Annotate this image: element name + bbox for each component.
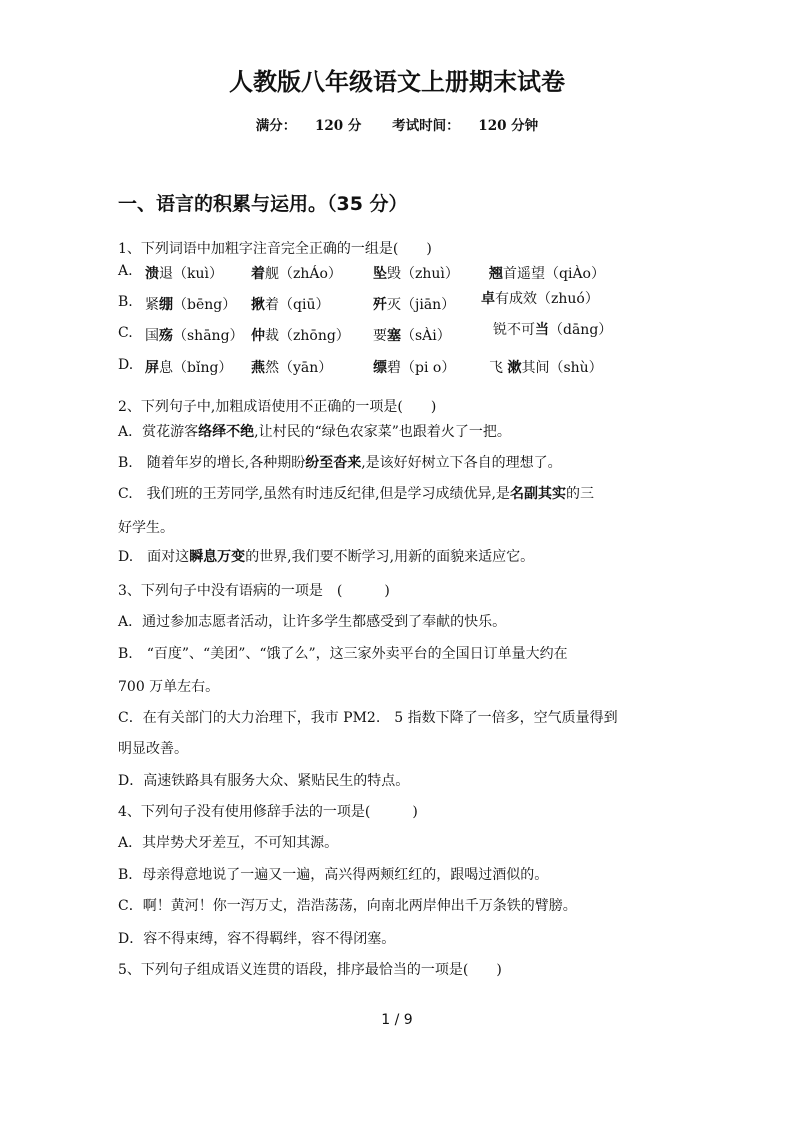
option-letter: C. (118, 325, 133, 341)
question-3-option-d: D．高速铁路具有服务大众、紧贴民生的特点。 (118, 773, 410, 789)
option-letter: D. (118, 357, 134, 373)
bold-idiom: 瞬息万变 (189, 549, 246, 565)
question-3-option-b: B. “百度”、“美团”、“饿了么”，这三家外卖平台的全国日订单量大约在 (118, 646, 568, 662)
word-prefix: 锐不可 (493, 322, 535, 338)
question-4-option-b: B．母亲得意地说了一遍又一遍，高兴得两颊红红的，跟喝过酒似的。 (118, 867, 549, 883)
pinyin-option (145, 294, 236, 314)
bold-character: 屏 (145, 360, 159, 376)
question-2-option-c-continued: 好学生。 (118, 520, 174, 536)
exam-subtitle (0, 114, 794, 134)
pinyin-option (489, 357, 603, 377)
bold-character: 绷 (159, 297, 173, 313)
option-text: D. 面对这 (118, 549, 190, 565)
question-2-option-a (118, 421, 511, 441)
question-2-option-c (118, 483, 594, 503)
pinyin-option (373, 294, 455, 314)
word-prefix: 紧 (145, 297, 159, 313)
bold-character: 卓 (481, 291, 495, 307)
option-text: C. 我们班的王芳同学,虽然有时违反纪律,但是学习成绩优异,是 (118, 486, 511, 502)
bold-character: 歼 (373, 297, 387, 313)
bold-character: 燕 (251, 360, 265, 376)
bold-character: 殇 (159, 328, 173, 344)
pinyin-option (373, 325, 451, 345)
word-rest: （sÀi） (401, 328, 451, 344)
option-text: A．赏花游客 (118, 424, 199, 440)
question-3-option-b-continued: 700 万单左右。 (118, 679, 220, 695)
option-text: 的三 (566, 486, 595, 502)
pinyin-option (251, 263, 342, 283)
option-text: B. 随着年岁的增长,各种期盼 (118, 455, 306, 471)
word-rest: 有成效（zhuó） (495, 291, 599, 307)
bold-character: 溃 (145, 266, 159, 282)
word-rest: 裁（zhōng） (265, 328, 350, 344)
question-4-option-c: C．啊！黄河！你一泻万丈，浩浩荡荡，向南北两岸伸出千万条铁的臂膀。 (118, 898, 577, 914)
bold-idiom: 纷至沓来 (305, 455, 362, 471)
bold-character: 当 (535, 322, 549, 338)
word-rest: 着（qiū） (265, 297, 330, 313)
bold-character: 塞 (387, 328, 401, 344)
pinyin-option (251, 357, 332, 377)
pinyin-option (251, 325, 350, 345)
exam-time-label: 考试时间： (392, 118, 460, 134)
option-text: ,让村民的“绿色农家菜”也跟着火了一把。 (254, 424, 511, 440)
option-text: ,是该好好树立下各自的理想了。 (361, 455, 562, 471)
bold-idiom: 络绎不绝 (198, 424, 255, 440)
question-3-option-c-continued: 明显改善。 (118, 741, 188, 757)
word-rest: 首遥望（qiÀo） (503, 266, 605, 282)
bold-character: 着 (251, 266, 265, 282)
word-rest: 碧（pi o） (387, 360, 456, 376)
section-heading: 一、语言的积累与运用。（35 分） (118, 193, 408, 215)
exam-time-value: 120 分钟 (478, 118, 539, 134)
exam-title: 人教版八年级语文上册期末试卷 (229, 68, 565, 96)
option-text: 的世界,我们要不断学习,用新的面貌来适应它。 (245, 549, 535, 565)
word-rest: 毁（zhuì） (387, 266, 459, 282)
word-rest: 退（kuì） (159, 266, 223, 282)
option-letter: B. (118, 294, 133, 310)
word-prefix: 要 (373, 328, 387, 344)
pinyin-option (373, 263, 459, 283)
pinyin-option (373, 357, 455, 377)
question-3-option-c: C．在有关部门的大力治理下，我市 PM2. 5 指数下降了一倍多，空气质量得到 (118, 710, 618, 726)
bold-character: 缥 (373, 360, 387, 376)
word-rest: （shāng） (173, 328, 244, 344)
pinyin-option (145, 325, 244, 345)
word-rest: 然（yān） (265, 360, 333, 376)
pinyin-option (489, 263, 605, 283)
question-2-option-d (118, 546, 534, 566)
word-rest: 息（bǐng） (159, 360, 233, 376)
word-rest: （bēng） (173, 297, 237, 313)
pinyin-option (145, 357, 232, 377)
question-5-stem: 5、下列句子组成语义连贯的语段，排序最恰当的一项是( ) (118, 962, 502, 978)
word-prefix: 飞 (489, 360, 508, 376)
bold-idiom: 名副其实 (510, 486, 567, 502)
pinyin-option (251, 294, 329, 314)
question-1-stem: 1、下列词语中加粗字注音完全正确的一组是( ) (118, 241, 432, 257)
bold-character: 翘 (489, 266, 503, 282)
bold-character: 漱 (507, 360, 522, 376)
word-prefix: 国 (145, 328, 159, 344)
question-4-option-d: D．容不得束缚，容不得羁绊，容不得闭塞。 (118, 931, 396, 947)
word-rest: （dāng） (549, 322, 613, 338)
question-2-option-b (118, 452, 562, 472)
full-score-value: 120 分 (315, 118, 362, 134)
option-letter: A. (118, 263, 133, 279)
question-3-stem: 3、下列句子中没有语病的一项是 ( ) (118, 583, 390, 599)
pinyin-option (493, 319, 612, 339)
bold-character: 坠 (373, 266, 387, 282)
bold-character: 揪 (251, 297, 265, 313)
word-rest: 灭（jiān） (387, 297, 456, 313)
pinyin-option (145, 263, 223, 283)
question-4-stem: 4、下列句子没有使用修辞手法的一项是( ) (118, 804, 418, 820)
word-rest: 舰（zhÁo） (265, 266, 342, 282)
question-3-option-a: A．通过参加志愿者活动，让许多学生都感受到了奉献的快乐。 (118, 614, 507, 630)
word-rest: 其间（shù） (521, 360, 603, 376)
full-score-label: 满分： (255, 118, 297, 134)
bold-character: 仲 (251, 328, 265, 344)
question-2-stem: 2、下列句子中,加粗成语使用不正确的一项是( ) (118, 399, 437, 415)
page-number: 1 / 9 (381, 1012, 413, 1028)
pinyin-option (481, 288, 599, 308)
question-4-option-a: A．其岸势犬牙差互，不可知其源。 (118, 835, 339, 851)
